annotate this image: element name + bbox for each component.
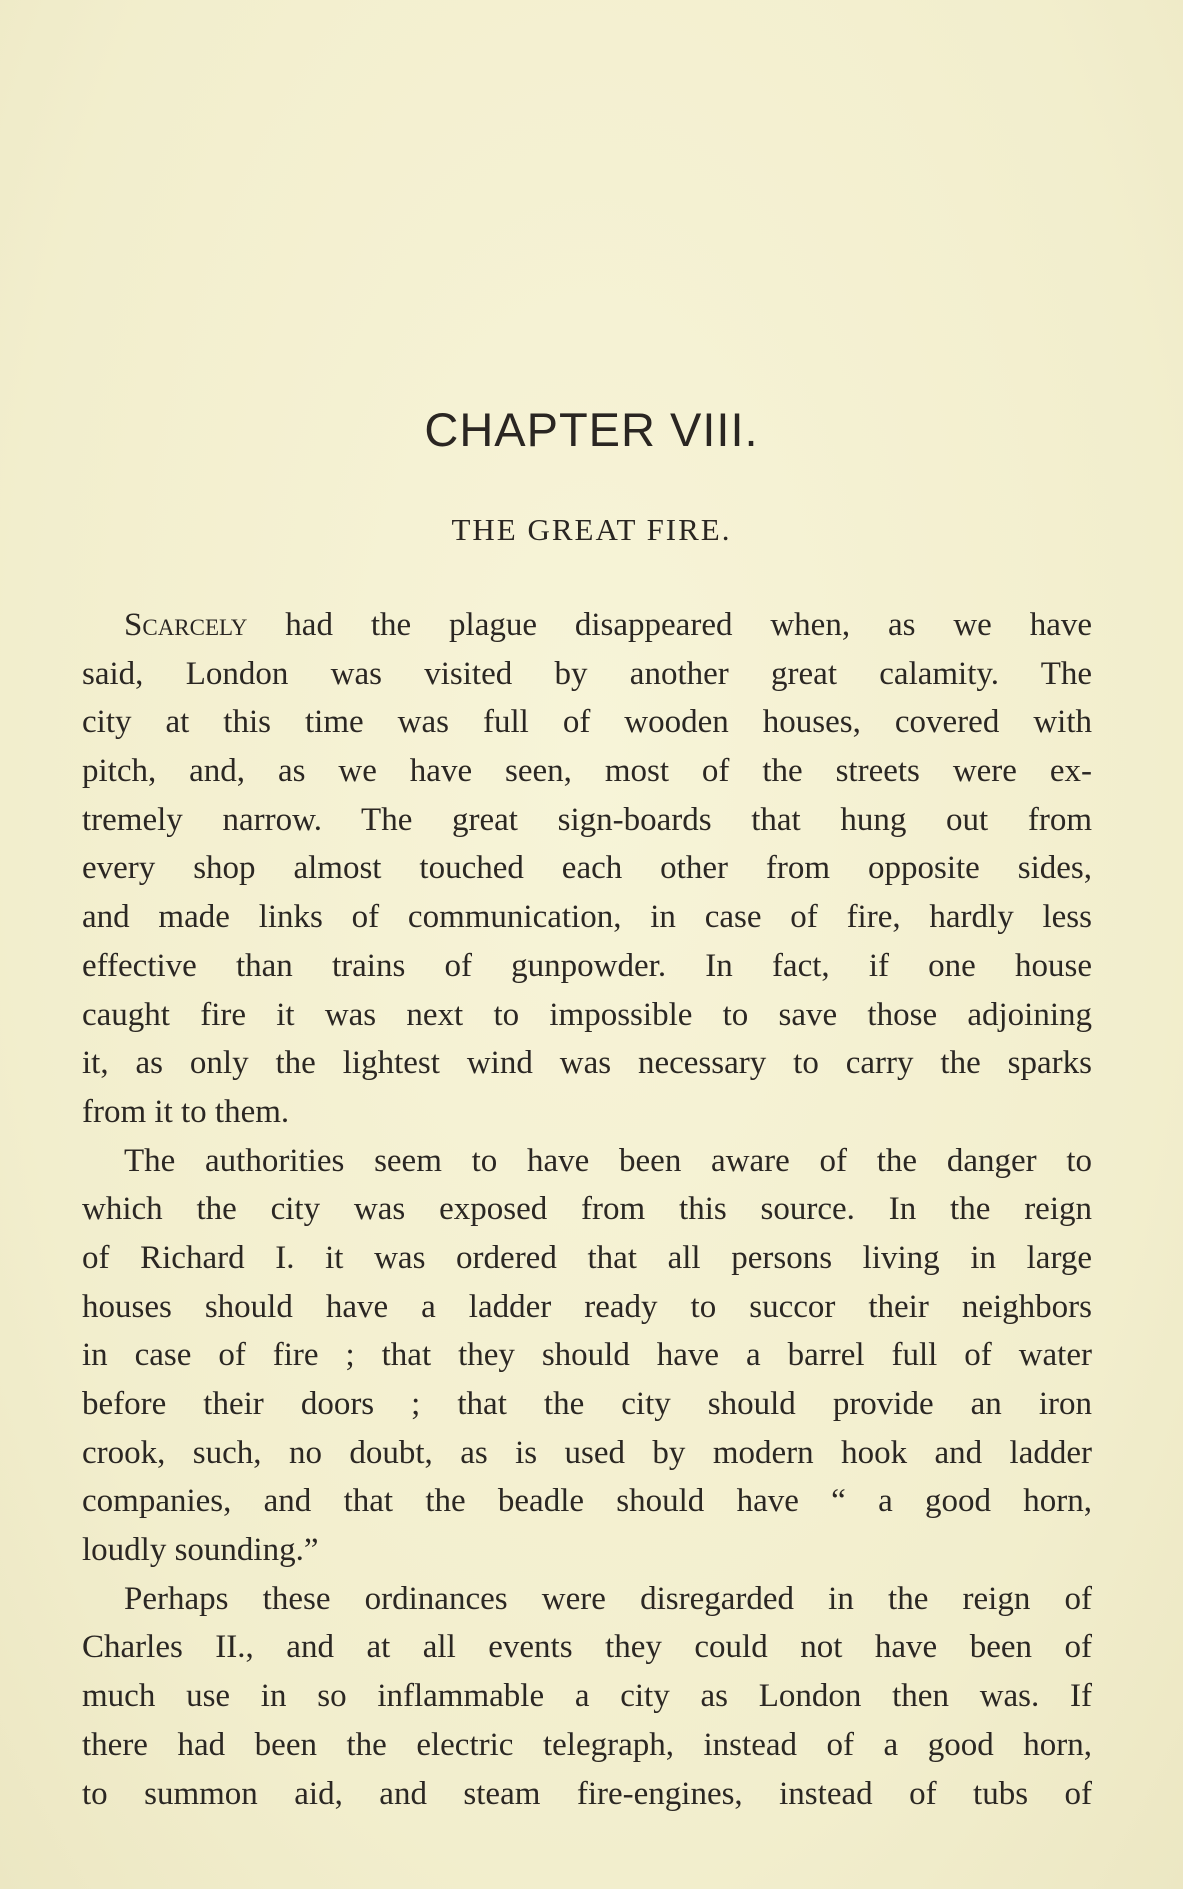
text-line: crook, such, no doubt, as is used by modern hook and ladder	[82, 1434, 1092, 1471]
lead-word: Scarcely	[124, 607, 248, 643]
text-line: from it to them.	[82, 1093, 290, 1130]
text-line: to summon aid, and steam fire-engines, instead of tubs of	[82, 1775, 1092, 1812]
text-line: loudly sounding.”	[82, 1532, 319, 1569]
text-line: tremely narrow. The great sign-boards that hung out from	[82, 801, 1092, 838]
text-line: much use in so inflammable a city as London then was. If	[82, 1678, 1092, 1715]
text-line: effective than trains of gunpowder. In fact, if one house	[82, 947, 1092, 984]
text-line: every shop almost touched each other from opposite sides,	[82, 850, 1092, 887]
text-line: companies, and that the beadle should have “ a good horn,	[82, 1483, 1092, 1520]
text-line: city at this time was full of wooden houses, covered with	[82, 704, 1092, 741]
text-line: of Richard I. it was ordered that all persons living in large	[82, 1239, 1092, 1276]
chapter-subtitle: THE GREAT FIRE.	[451, 512, 732, 547]
text-line: caught fire it was next to impossible to save those adjoining	[82, 996, 1092, 1033]
text-line: which the city was exposed from this source. In the reign	[82, 1191, 1092, 1228]
text-line: The authorities seem to have been aware of the danger to	[124, 1142, 1092, 1179]
text-line: said, London was visited by another great calamity. The	[82, 655, 1092, 692]
body-text	[82, 601, 1092, 1818]
text-line: and made links of communication, in case of fire, hardly less	[82, 899, 1092, 936]
text-line: Charles II., and at all events they could not have been of	[82, 1629, 1092, 1666]
chapter-heading: CHAPTER VIII.	[424, 403, 759, 456]
text-line: houses should have a ladder ready to succor their neighbors	[82, 1288, 1092, 1325]
text-line: it, as only the lightest wind was necessary to carry the sparks	[82, 1045, 1092, 1082]
text-line: Perhaps these ordinances were disregarded in the reign of	[124, 1580, 1092, 1617]
text-line: there had been the electric telegraph, instead of a good horn,	[82, 1726, 1092, 1763]
text-line: in case of fire ; that they should have a barrel full of water	[82, 1337, 1092, 1374]
text-line: Scarcely had the plague disappeared when, as we have	[124, 607, 1092, 643]
text-line: pitch, and, as we have seen, most of the streets were ex-	[82, 753, 1092, 790]
text-line: before their doors ; that the city should provide an iron	[82, 1386, 1092, 1422]
